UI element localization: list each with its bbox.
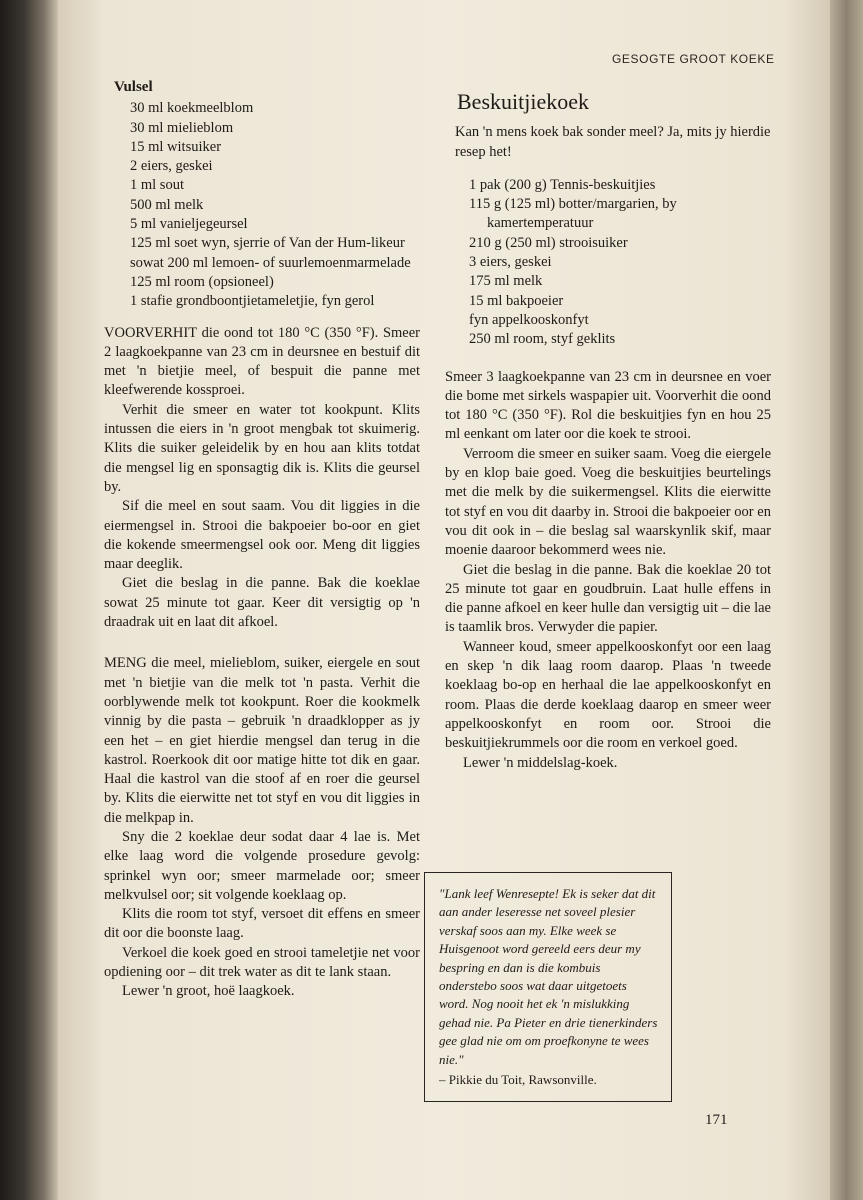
filling-ingredient-list [130,99,420,311]
ingredient-item: fyn appelkooskonfyt [469,311,589,328]
ingredient-item: 30 ml koekmeelblom [130,100,254,117]
left-column [104,78,420,1002]
quote-text: "Lank leef Wenresepte! Ek is seker dat dit aan ander leseresse net soveel plesier verskaf soos aan my. Elke week se Huisgenoot word gereeld eers deur my bespring en dan is die kombuis onderstebo soos wat daar uitgetoets word. Nog nooit het ek 'n mislukking gehad nie. Pa Pieter en drie tienerkinders gee glad nie om om proefkonyne te wees nie." [439,886,658,1067]
recipe-title: Beskuitjiekoek [457,89,589,114]
ingredient-item: 175 ml melk [469,273,543,290]
ingredient-item: 3 eiers, geskei [469,254,552,271]
ingredient-item: 250 ml room, styf geklits [469,331,616,348]
book-binding [0,0,58,1200]
reader-quote-box [424,872,672,1102]
ingredient-list [469,176,771,350]
method-paragraph: VOORVERHIT die oond tot 180 °C (350 °F). Smeer 2 laagkoekpanne van 23 cm in deursnee en bestuif dit met 'n bietjie meel, of bespuit die panne met kleefwerende kossproei. [104,324,420,399]
ingredient-item: 115 g (125 ml) botter/margarien, by kamertemperatuur [469,196,677,232]
method-paragraph: Sif die meel en sout saam. Vou dit liggies in die eiermengsel in. Strooi die bakpoeier bo-oor en giet die kokende smeermengsel ook oor. Meng dit liggies maar deeglik. [104,498,420,573]
ingredient-item: 1 pak (200 g) Tennis-beskuitjies [469,176,656,193]
ingredient-item: 15 ml witsuiker [130,138,222,155]
ingredient-item: 210 g (250 ml) strooisuiker [469,234,628,251]
ingredient-item: 2 eiers, geskei [130,158,213,175]
ingredient-item: 30 ml mielieblom [130,119,234,136]
ingredient-item: sowat 200 ml lemoen- of suurlemoenmarmelade [130,254,411,271]
method-paragraph: Giet die beslag in die panne. Bak die koeklae sowat 25 minute tot gaar. Keer dit versigtig op 'n draadrak uit en laat dit afkoel. [104,575,420,631]
right-column [445,89,771,773]
method-paragraph: Giet die beslag in die panne. Bak die koeklae 20 tot 25 minute tot gaar en goudbruin. Laat hulle effens in die panne afkoel en keer hulle dan versigtig uit – die lae is taamlik bros. Verwyder die papier. [445,561,771,636]
quote-attribution: – Pikkie du Toit, Rawsonville. [439,1072,597,1088]
ingredient-item: 1 stafie grondboontjietameletjie, fyn gerol [130,293,375,310]
method-paragraph: Klits die room tot styf, versoet dit effens en smeer dit oor die boonste laag. [104,906,420,942]
method-paragraph: Wanneer koud, smeer appelkooskonfyt oor een laag en skep 'n dik laag room daarop. Plaas 'n tweede koeklaag bo-op en herhaal die lae appelkooskonfyt en room. Plaas die derde koeklaag daarop en smeer weer appelkooskonfyt en room oor. Strooi die beskuitjiekrummels oor die room en verkoel goed. [445,638,771,752]
method-paragraph: Smeer 3 laagkoekpanne van 23 cm in deursnee en voer die bome met sirkels waspapier uit. Voorverhit die oond tot 180 °C (350 °F). Rol die beskuitjies fyn en hou 25 ml eenkant om later oor die koek te strooi. [445,368,771,443]
page-number: 171 [705,1112,728,1128]
method-paragraph: Sny die 2 koeklae deur sodat daar 4 lae is. Met elke laag word die volgende prosedure gevolg: sprinkel wyn oor; smeer marmelade oor; smeer melkvulsel oor; sit volgende koeklaag op. [104,828,420,903]
method-paragraph: Verkoel die koek goed en strooi tameletjie net voor opdiening oor – dit trek water as dit te lank staan. [104,944,420,981]
ingredient-item: 125 ml soet wyn, sjerrie of Van der Hum-likeur [130,235,405,252]
yield-line: Lewer 'n middelslag-koek. [463,754,618,771]
running-head: GESOGTE GROOT KOEKE [612,52,775,66]
method-paragraph: Verhit die smeer en water tot kookpunt. Klits intussen die eiers in 'n groot mengbak tot skuimerig. Klits die suiker geleidelik by en hou aan klits totdat die mengsel lig en sponsagtig dik is. Klits die geursel by. [104,401,420,495]
filling-heading: Vulsel [114,79,153,95]
method-paragraph: Verroom die smeer en suiker saam. Voeg die eiergele by en klop baie goed. Voeg die beskuitjies beurtelings met die melk by die suikermengsel. Klits die eierwitte tot styf en vou dit daarby in. Strooi die bakpoeier oor en vou dit ook in – die beslag sal waarskynlik skif, maar moenie daaroor bekommerd wees nie. [445,445,771,559]
ingredient-item: 500 ml melk [130,196,204,213]
recipe-intro: Kan 'n mens koek bak sonder meel? Ja, mits jy hierdie resep het! [455,124,771,160]
ingredient-item: 5 ml vanieljegeursel [130,216,248,233]
ingredient-item: 125 ml room (opsioneel) [130,273,274,290]
ingredient-item: 15 ml bakpoeier [469,292,564,309]
yield-line: Lewer 'n groot, hoë laagkoek. [122,983,295,1000]
ingredient-item: 1 ml sout [130,177,184,194]
page-edge [830,0,863,1200]
method-paragraph: MENG die meel, mielieblom, suiker, eiergele en sout met 'n bietjie van die melk tot 'n pasta. Verhit die oorblywende melk tot kookpunt. Roer die kookmelk vinnig by die pasta – gebruik 'n draadklopper as jy een het – en giet hierdie mengsel dan terug in die kastrol. Roerkook dit oor matige hitte tot dik en gaar. Haal die kastrol van die stoof af en roer die geursel by. Klits die eierwitte net tot styf en vou dit liggies in die melkpap in. [104,655,420,826]
